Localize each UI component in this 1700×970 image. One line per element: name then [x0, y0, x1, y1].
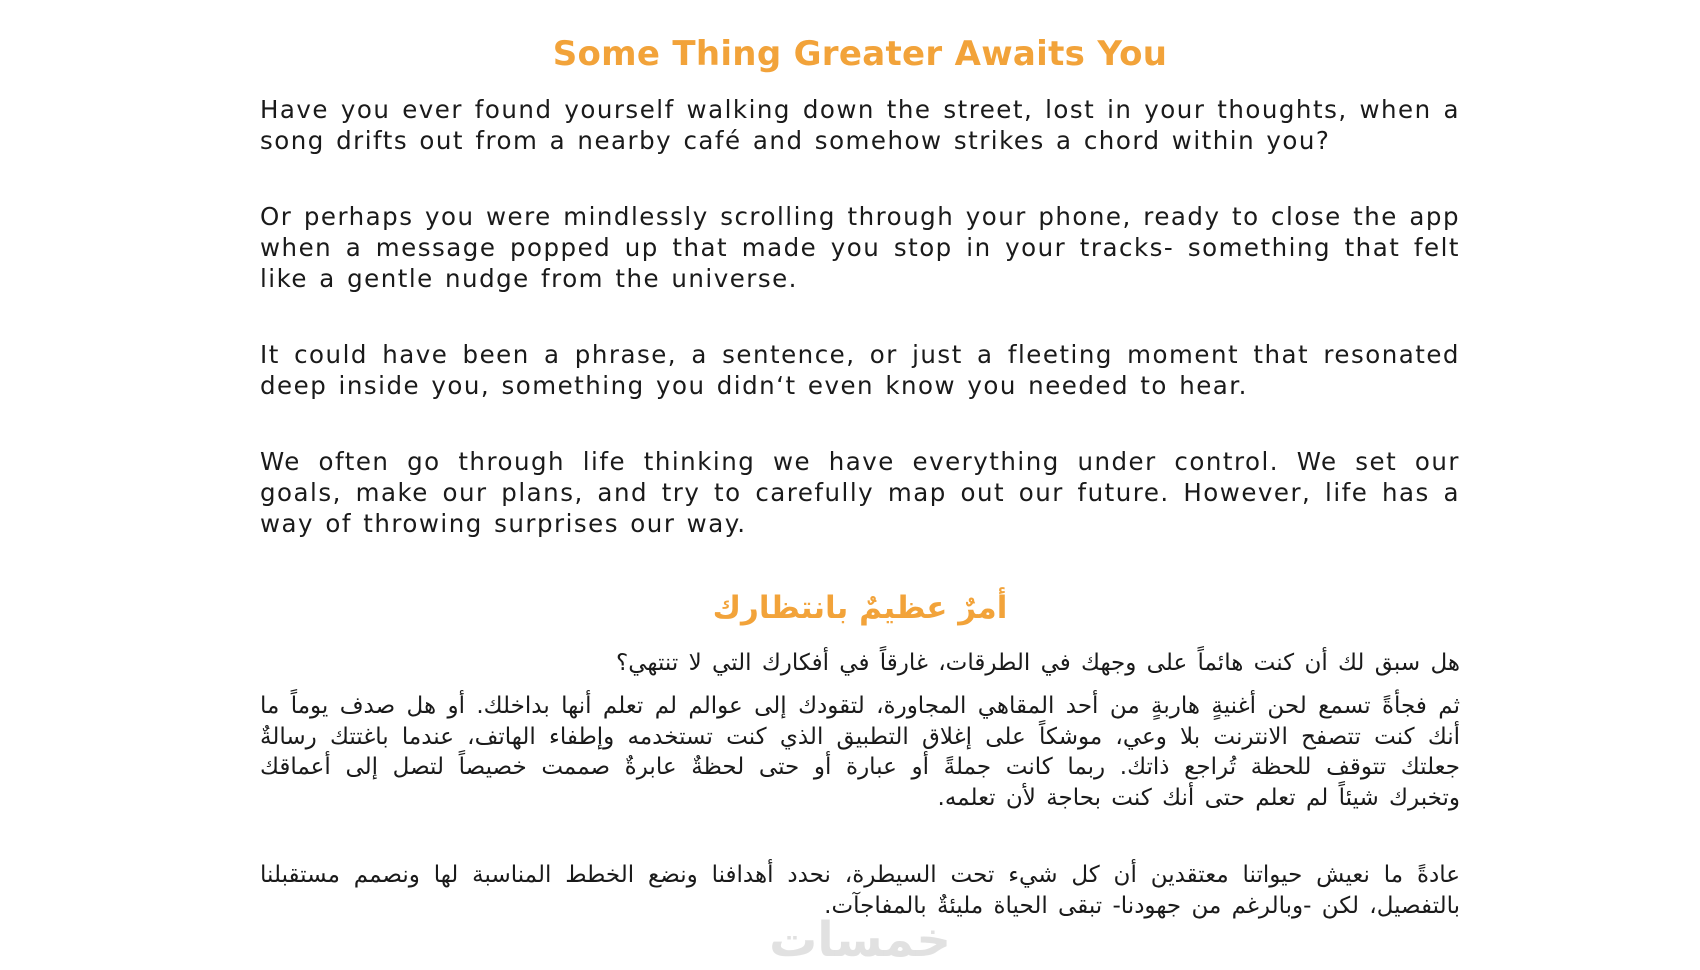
arabic-paragraph-2: ثم فجأةً تسمع لحن أغنيةٍ هاربةٍ من أحد المقاهي المجاورة، لتقودك إلى عوالم لم تعلم أنها بداخلك. أو هل صدف يوماً ما أنك كنت تتصفح الانترنت بلا وعي، موشكاً على إغلاق التطبيق الذي كنت تستخدمه وإطفاء الهاتف، عندما باغتتك رسالةٌ جعلتك تتوقف للحظة تُراجع ذاتك. ربما كانت جملةً أو عبارة أو حتى لحظةٌ عابرةٌ صممت خصيصاً لتصل إلى أعماقك وتخبرك شيئاً لم تعلم حتى أنك كنت بحاجة لأن تعلمه.	[260, 693, 1460, 811]
document-page	[260, 0, 1460, 970]
english-title: Some Thing Greater Awaits You	[552, 34, 1168, 74]
english-paragraph-3: It could have been a phrase, a sentence, or just a fleeting moment that resonated deep inside you, something you didn‘t even know you needed to hear.	[260, 340, 1460, 400]
english-paragraph-4: We often go through life thinking we have everything under control. We set our goals, make our plans, and try to carefully map out our future. However, life has a way of throwing surprises our way.	[260, 447, 1460, 538]
english-paragraph-2: Or perhaps you were mindlessly scrolling through your phone, ready to close the app when a message popped up that made you stop in your tracks- something that felt like a gentle nudge from the universe.	[260, 202, 1460, 293]
arabic-paragraph-3: عادةً ما نعيش حيواتنا معتقدين أن كل شيء تحت السيطرة، نحدد أهدافنا ونضع الخطط المناسبة لها ونصمم مستقبلنا بالتفصيل، لكن -وبالرغم من جهودنا- تبقى الحياة مليئةٌ بالمفاجآت.	[260, 862, 1460, 919]
arabic-paragraph-1: هل سبق لك أن كنت هائماً على وجهك في الطرقات، غارقاً في أفكارك التي لا تنتهي؟	[616, 650, 1460, 676]
arabic-title: أمرٌ عظيمٌ بانتظارك	[712, 590, 1008, 626]
watermark-logo: خمسات	[769, 912, 951, 968]
english-paragraph-1: Have you ever found yourself walking down the street, lost in your thoughts, when a song drifts out from a nearby café and somehow strikes a chord within you?	[260, 95, 1460, 155]
